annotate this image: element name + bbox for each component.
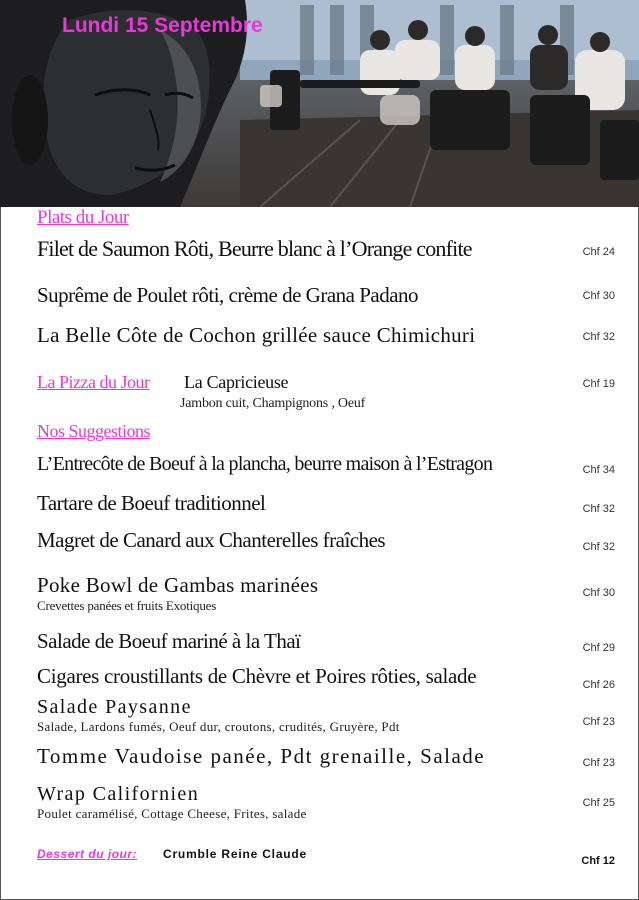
dish-price: Chf 32 bbox=[582, 503, 615, 515]
dessert-label: Dessert du jour: bbox=[37, 847, 138, 861]
dish-description: Salade, Lardons fumés, Oeuf dur, croutons, crudités, Gruyère, Pdt bbox=[37, 719, 400, 734]
dish-name: Wrap Californien bbox=[37, 783, 200, 805]
dish-name: Tomme Vaudoise panée, Pdt grenaille, Salade bbox=[37, 744, 486, 768]
dish-name: La Belle Côte de Cochon grillée sauce Chimichuri bbox=[37, 323, 476, 347]
dish-price: Chf 23 bbox=[582, 716, 615, 728]
header-photo bbox=[0, 0, 639, 207]
dish-price: Chf 34 bbox=[582, 464, 615, 476]
section-title-nos-suggestions: Nos Suggestions bbox=[37, 421, 151, 441]
dish-name: Filet de Saumon Rôti, Beurre blanc à l’Orange confite bbox=[37, 236, 472, 261]
section-title-pizza-du-jour: La Pizza du Jour bbox=[37, 372, 150, 392]
dish-price: Chf 30 bbox=[582, 587, 615, 599]
pizza-name: La Capricieuse bbox=[184, 372, 289, 392]
dish-description: Crevettes panées et fruits Exotiques bbox=[37, 598, 217, 613]
dish-price: Chf 30 bbox=[582, 290, 615, 302]
dish-description: Poulet caramélisé, Cottage Cheese, Frites, salade bbox=[37, 806, 307, 821]
dish-price: Chf 32 bbox=[582, 331, 615, 343]
dish-price: Chf 25 bbox=[582, 797, 615, 809]
dessert-price: Chf 12 bbox=[581, 855, 615, 867]
pizza-price: Chf 19 bbox=[582, 378, 615, 390]
dish-name: Salade Paysanne bbox=[37, 696, 192, 718]
dessert-name: Crumble Reine Claude bbox=[163, 847, 308, 861]
dish-name: L’Entrecôte de Boeuf à la plancha, beurre maison à l’Estragon bbox=[37, 453, 493, 475]
dish-price: Chf 32 bbox=[582, 541, 615, 553]
dish-name: Salade de Boeuf mariné à la Thaï bbox=[37, 629, 301, 653]
dish-name: Magret de Canard aux Chanterelles fraîches bbox=[37, 528, 386, 552]
menu-date: Lundi 15 Septembre bbox=[62, 14, 263, 37]
dish-name: Tartare de Boeuf traditionnel bbox=[37, 491, 266, 515]
dish-price: Chf 23 bbox=[582, 757, 615, 769]
dish-name: Cigares croustillants de Chèvre et Poires rôties, salade bbox=[37, 664, 477, 688]
pizza-description: Jambon cuit, Champignons , Oeuf bbox=[180, 396, 366, 411]
section-title-plats-du-jour: Plats du Jour bbox=[37, 207, 129, 228]
dish-name: Poke Bowl de Gambas marinées bbox=[37, 573, 319, 597]
dish-price: Chf 26 bbox=[582, 679, 615, 691]
dish-price: Chf 24 bbox=[582, 246, 615, 258]
dish-price: Chf 29 bbox=[582, 642, 615, 654]
dish-name: Suprême de Poulet rôti, crème de Grana Padano bbox=[37, 283, 419, 307]
